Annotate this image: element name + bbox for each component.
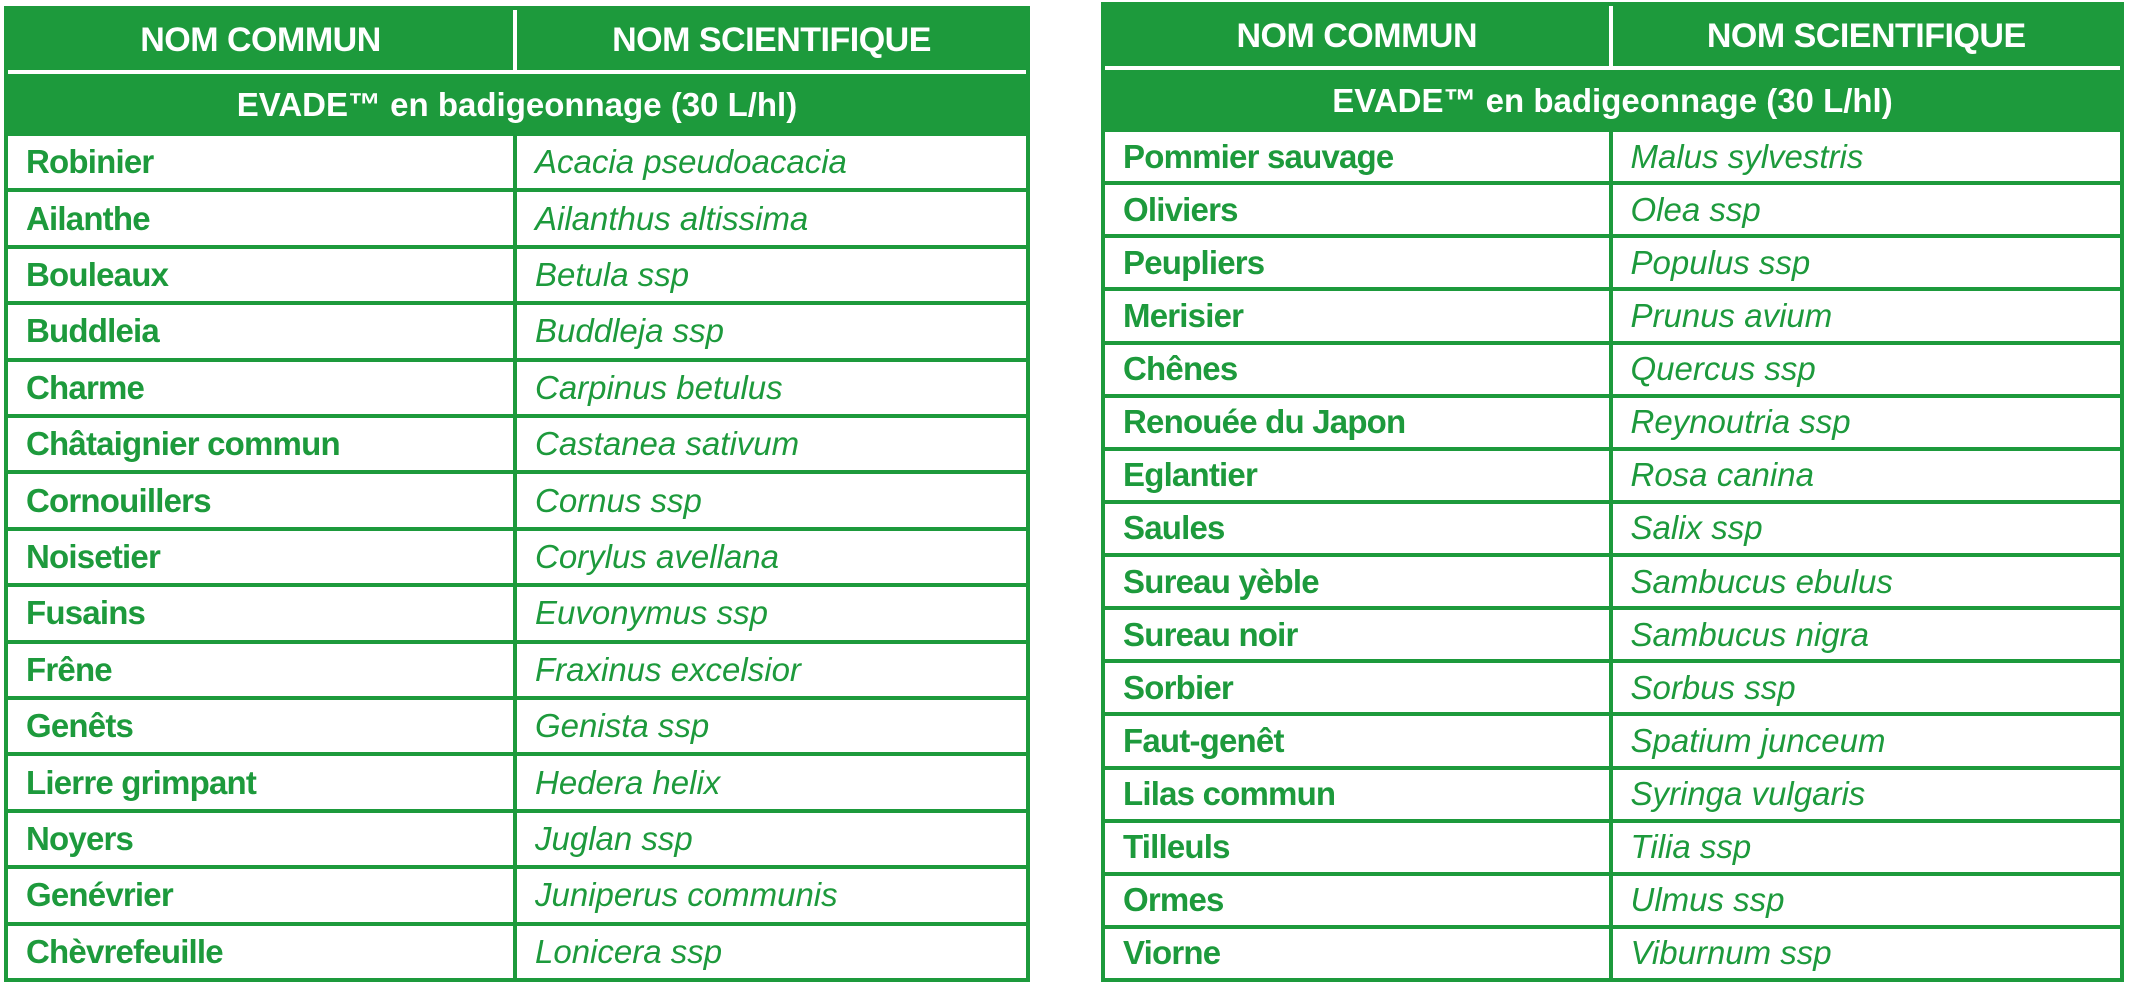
- table-subheader: EVADE™ en badigeonnage (30 L/hl): [8, 74, 1026, 136]
- table-row: [8, 583, 1026, 639]
- table-row: [1105, 659, 2120, 712]
- common-name-cell: Robinier: [8, 136, 517, 188]
- table-row: [1105, 132, 2120, 181]
- common-name-cell: Frêne: [8, 644, 517, 696]
- common-name-cell: Cornouillers: [8, 474, 517, 526]
- common-name-cell: Lilas commun: [1105, 770, 1613, 819]
- scientific-name-cell: Olea ssp: [1630, 190, 1761, 228]
- column-header-scientific-name: NOM SCIENTIFIQUE: [612, 20, 931, 59]
- table-row: [8, 188, 1026, 244]
- table-header: [1105, 6, 2120, 66]
- common-name-cell: Eglantier: [1105, 451, 1613, 500]
- common-name-cell: Ormes: [1105, 876, 1613, 925]
- table-row: [8, 136, 1026, 188]
- scientific-name-cell: Sorbus ssp: [1630, 668, 1796, 706]
- common-name-cell: Tilleuls: [1105, 823, 1613, 872]
- table-row: [8, 696, 1026, 752]
- table-row: [8, 358, 1026, 414]
- common-name-cell: Buddleia: [8, 305, 517, 357]
- table-row: [8, 809, 1026, 865]
- scientific-name-cell: Fraxinus excelsior: [535, 650, 801, 688]
- table-row: [1105, 447, 2120, 500]
- common-name-cell: Sureau yèble: [1105, 557, 1613, 606]
- table-row: [1105, 712, 2120, 765]
- column-header-scientific-name: NOM SCIENTIFIQUE: [1706, 16, 2026, 55]
- table-row: [1105, 287, 2120, 340]
- column-header-common-name: NOM COMMUN: [1105, 6, 1613, 66]
- common-name-cell: Merisier: [1105, 291, 1613, 340]
- scientific-name-cell: Ulmus ssp: [1630, 881, 1785, 919]
- common-name-cell: Peupliers: [1105, 238, 1613, 287]
- common-name-cell: Genêts: [8, 700, 517, 752]
- table-row: [1105, 341, 2120, 394]
- scientific-name-cell: Buddleja ssp: [535, 312, 724, 350]
- scientific-name-cell: Juglan ssp: [535, 820, 693, 858]
- scientific-name-cell: Betula ssp: [535, 256, 690, 294]
- table-row: [8, 414, 1026, 470]
- common-name-cell: Chênes: [1105, 345, 1613, 394]
- table-row: [8, 470, 1026, 526]
- scientific-name-cell: Hedera helix: [535, 763, 721, 801]
- table-row: [1105, 181, 2120, 234]
- scientific-name-cell: Euvonymus ssp: [535, 594, 768, 632]
- table-row: [1105, 394, 2120, 447]
- scientific-name-cell: Rosa canina: [1630, 456, 1814, 494]
- scientific-name-cell: Juniperus communis: [535, 876, 838, 914]
- column-header-common-name: NOM COMMUN: [8, 10, 517, 70]
- table-body: [8, 136, 1026, 978]
- scientific-name-cell: Salix ssp: [1630, 509, 1763, 547]
- scientific-name-cell: Syringa vulgaris: [1630, 775, 1866, 813]
- table-subheader: EVADE™ en badigeonnage (30 L/hl): [1105, 70, 2120, 132]
- scientific-name-cell: Carpinus betulus: [535, 368, 783, 406]
- common-name-cell: Genévrier: [8, 869, 517, 921]
- table-row: [8, 301, 1026, 357]
- scientific-name-cell: Cornus ssp: [535, 481, 702, 519]
- common-name-cell: Bouleaux: [8, 249, 517, 301]
- species-table-right: [1101, 2, 2124, 982]
- table-row: [1105, 553, 2120, 606]
- common-name-cell: Saules: [1105, 504, 1613, 553]
- table-row: [8, 865, 1026, 921]
- scientific-name-cell: Ailanthus altissima: [535, 199, 809, 237]
- common-name-cell: Sorbier: [1105, 663, 1613, 712]
- common-name-cell: Faut-genêt: [1105, 716, 1613, 765]
- common-name-cell: Sureau noir: [1105, 610, 1613, 659]
- scientific-name-cell: Spatium junceum: [1630, 721, 1886, 759]
- scientific-name-cell: Tilia ssp: [1630, 828, 1752, 866]
- table-row: [1105, 606, 2120, 659]
- table-row: [1105, 925, 2120, 978]
- scientific-name-cell: Reynoutria ssp: [1630, 403, 1851, 441]
- scientific-name-cell: Lonicera ssp: [535, 932, 723, 970]
- table-row: [1105, 234, 2120, 287]
- common-name-cell: Oliviers: [1105, 185, 1613, 234]
- scientific-name-cell: Sambucus nigra: [1630, 615, 1869, 653]
- table-body: [1105, 132, 2120, 978]
- scientific-name-cell: Viburnum ssp: [1630, 934, 1832, 972]
- table-row: [1105, 500, 2120, 553]
- scientific-name-cell: Prunus avium: [1630, 296, 1833, 334]
- scientific-name-cell: Malus sylvestris: [1630, 137, 1864, 175]
- table-row: [8, 752, 1026, 808]
- scientific-name-cell: Sambucus ebulus: [1630, 562, 1893, 600]
- scientific-name-cell: Populus ssp: [1630, 243, 1811, 281]
- common-name-cell: Lierre grimpant: [8, 756, 517, 808]
- scientific-name-cell: Castanea sativum: [535, 425, 800, 463]
- common-name-cell: Pommier sauvage: [1105, 132, 1613, 181]
- table-row: [8, 922, 1026, 978]
- common-name-cell: Ailanthe: [8, 192, 517, 244]
- table-row: [1105, 872, 2120, 925]
- common-name-cell: Charme: [8, 362, 517, 414]
- scientific-name-cell: Corylus avellana: [535, 538, 779, 576]
- scientific-name-cell: Quercus ssp: [1630, 350, 1816, 388]
- table-row: [8, 640, 1026, 696]
- scientific-name-cell: Acacia pseudoacacia: [535, 143, 847, 181]
- common-name-cell: Fusains: [8, 587, 517, 639]
- species-table-left: [4, 6, 1030, 982]
- table-row: [1105, 766, 2120, 819]
- common-name-cell: Noyers: [8, 813, 517, 865]
- common-name-cell: Viorne: [1105, 929, 1613, 978]
- table-row: [1105, 819, 2120, 872]
- table-row: [8, 527, 1026, 583]
- common-name-cell: Châtaignier commun: [8, 418, 517, 470]
- table-header: [8, 10, 1026, 70]
- scientific-name-cell: Genista ssp: [535, 707, 710, 745]
- common-name-cell: Noisetier: [8, 531, 517, 583]
- common-name-cell: Renouée du Japon: [1105, 398, 1613, 447]
- common-name-cell: Chèvrefeuille: [8, 926, 517, 978]
- table-row: [8, 245, 1026, 301]
